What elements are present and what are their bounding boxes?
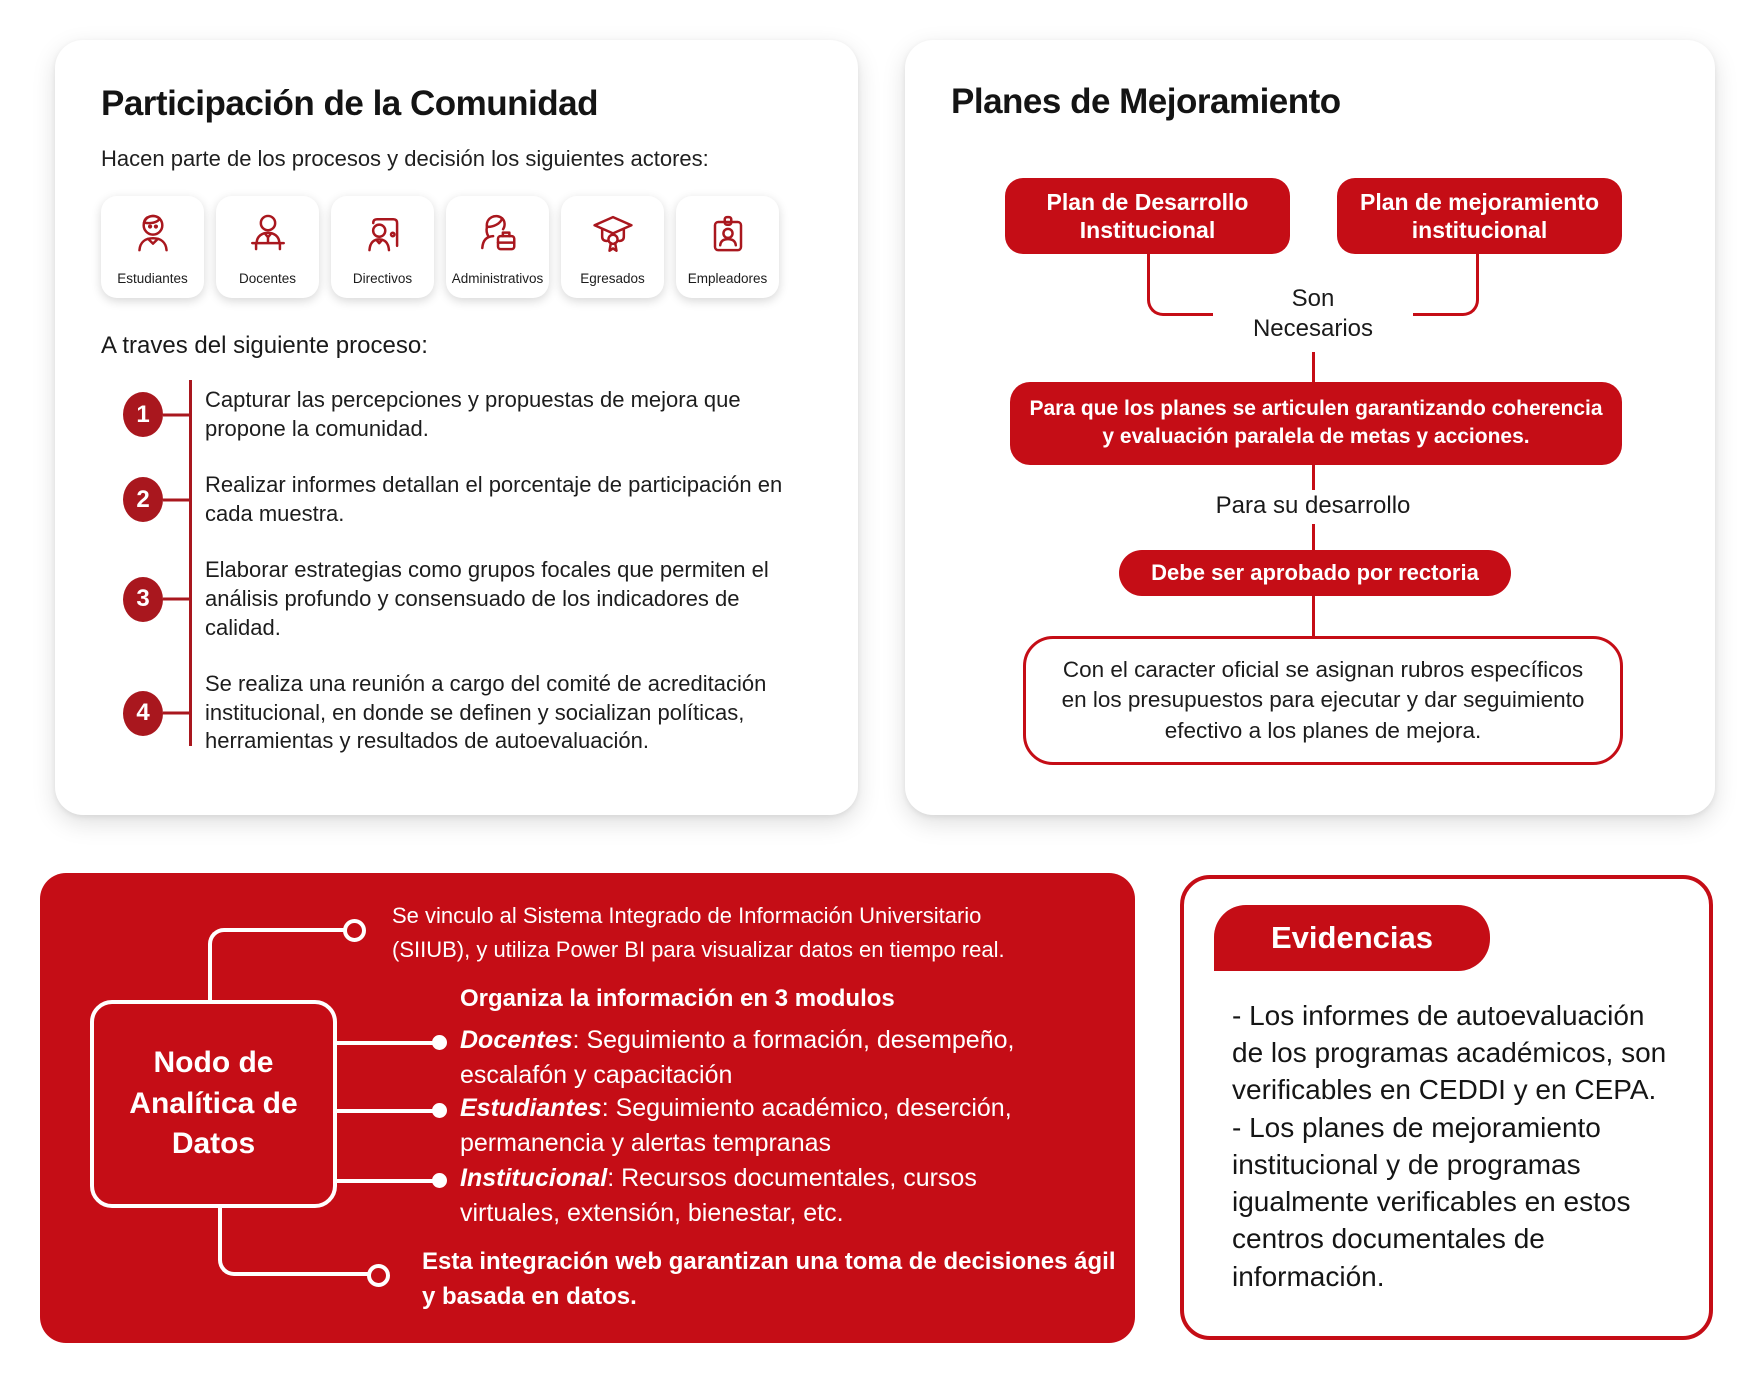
process-steps xyxy=(101,386,828,756)
articulation-box: Para que los planes se articulen garantizando coherencia y evaluación paralela de metas y acciones. xyxy=(1010,382,1622,465)
employer-icon xyxy=(702,209,754,266)
evidence-item: - Los informes de autoevaluación de los programas académicos, son verificables en CEDDI y en CEPA. xyxy=(1232,1000,1667,1106)
module-docentes xyxy=(460,1023,1060,1092)
graduate-icon xyxy=(587,209,639,266)
branch-bullet-estudiantes xyxy=(432,1103,447,1118)
branch-line-docentes xyxy=(337,1041,435,1045)
step-text: Realizar informes detallan el porcentaje de participación en cada muestra. xyxy=(205,472,783,526)
actor-label: Estudiantes xyxy=(117,270,188,286)
community-subtitle: Hacen parte de los procesos y decisión los siguientes actores: xyxy=(101,146,709,171)
evidence-panel xyxy=(1180,875,1713,1340)
connector-elbow-left xyxy=(1147,254,1213,316)
actor-label: Empleadores xyxy=(687,270,768,286)
para-su-desarrollo-label: Para su desarrollo xyxy=(1215,492,1411,519)
data-analytics-panel xyxy=(40,873,1135,1343)
actor-label: Docentes xyxy=(238,270,297,286)
process-step-2 xyxy=(101,471,828,528)
actor-chip-estudiantes xyxy=(101,196,204,298)
branch-ring-top xyxy=(343,919,366,942)
module-desc: : Recursos documentales, cursos virtuales, extensión, bienestar, etc. xyxy=(460,1164,977,1227)
process-step-4 xyxy=(101,670,828,756)
plan-mejoramiento-box: Plan de mejoramiento institucional xyxy=(1337,178,1622,254)
branch-bullet-institucional xyxy=(432,1173,447,1188)
module-desc: : Seguimiento académico, deserción, permanencia y alertas tempranas xyxy=(460,1094,1012,1157)
community-participation-panel xyxy=(55,40,858,815)
branch-line-institucional xyxy=(337,1179,435,1183)
step-number-badge: 3 xyxy=(123,577,163,622)
budget-outline-box: Con el caracter oficial se asignan rubros específicos en los presupuestos para ejecutar y dar seguimiento efectivo a los planes de mejora. xyxy=(1023,636,1623,765)
connector-line xyxy=(1312,352,1315,382)
module-desc: : Seguimiento a formación, desempeño, escalafón y capacitación xyxy=(460,1026,1015,1089)
evidence-item: - Los planes de mejoramiento institucional y de programas igualmente verificables en estos centros documentales de información. xyxy=(1232,1111,1631,1292)
process-intro: A traves del siguiente proceso: xyxy=(101,332,428,359)
community-title: Participación de la Comunidad xyxy=(101,84,598,123)
steps-connector-line xyxy=(189,380,192,746)
actor-chip-egresados xyxy=(561,196,664,298)
branch-elbow-top xyxy=(208,928,348,1004)
administrative-icon xyxy=(472,209,524,266)
rectoria-approval-pill: Debe ser aprobado por rectoria xyxy=(1119,550,1511,596)
modules-header: Organiza la información en 3 modulos xyxy=(460,985,895,1012)
actor-chip-administrativos xyxy=(446,196,549,298)
director-icon xyxy=(357,209,409,266)
step-text: Capturar las percepciones y propuestas de mejora que propone la comunidad. xyxy=(205,387,741,441)
plan-desarrollo-box: Plan de Desarrollo Institucional xyxy=(1005,178,1290,254)
actor-chip-empleadores xyxy=(676,196,779,298)
actor-label: Directivos xyxy=(352,270,413,286)
step-number-badge: 4 xyxy=(123,691,163,736)
siiub-text: Se vinculo al Sistema Integrado de Información Universitario (SIIUB), y utiliza Power BI para visualizar datos en tiempo real. xyxy=(392,903,1005,963)
analytics-node-box: Nodo de Analítica de Datos xyxy=(90,1000,337,1208)
actor-chip-row xyxy=(101,196,828,298)
actor-label: Egresados xyxy=(580,270,645,286)
son-necesarios-label: Son Necesarios xyxy=(1252,285,1374,342)
step-text: Elaborar estrategias como grupos focales que permiten el análisis profundo y consensuado de los indicadores de calidad. xyxy=(205,557,769,640)
step-number-badge: 1 xyxy=(123,392,163,437)
branch-bullet-docentes xyxy=(432,1035,447,1050)
actor-chip-directivos xyxy=(331,196,434,298)
step-text: Se realiza una reunión a cargo del comité de acreditación institucional, en donde se definen y socializan políticas, herramientas y resultados de autoevaluación. xyxy=(205,671,767,754)
branch-line-estudiantes xyxy=(337,1109,435,1113)
integration-text: Esta integración web garantizan una toma de decisiones ágil y basada en datos. xyxy=(422,1248,1116,1310)
branch-elbow-bottom xyxy=(218,1208,370,1276)
connector-line xyxy=(1312,524,1315,550)
improvement-plans-panel xyxy=(905,40,1715,815)
connector-line xyxy=(1312,464,1315,490)
branch-ring-bottom xyxy=(367,1264,390,1287)
plans-title: Planes de Mejoramiento xyxy=(951,82,1341,121)
process-step-1 xyxy=(101,386,828,443)
module-name: Docentes xyxy=(460,1026,573,1054)
module-estudiantes xyxy=(460,1091,1060,1160)
module-name: Estudiantes xyxy=(460,1094,602,1122)
student-icon xyxy=(127,209,179,266)
connector-line xyxy=(1312,596,1315,636)
module-institucional xyxy=(460,1161,1060,1230)
evidence-header: Evidencias xyxy=(1214,905,1490,971)
actor-label: Administrativos xyxy=(451,270,544,286)
process-step-3 xyxy=(101,556,828,642)
evidence-body xyxy=(1232,997,1673,1295)
teacher-icon xyxy=(242,209,294,266)
connector-elbow-right xyxy=(1413,254,1479,316)
actor-chip-docentes xyxy=(216,196,319,298)
module-name: Institucional xyxy=(460,1164,608,1192)
step-number-badge: 2 xyxy=(123,477,163,522)
